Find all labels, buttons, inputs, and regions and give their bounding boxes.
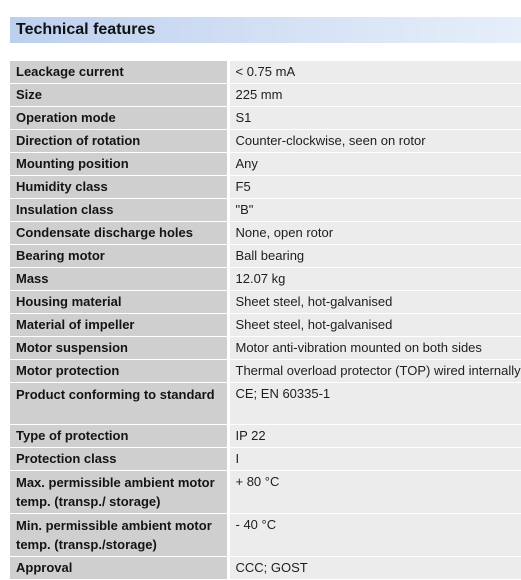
- table-row: [10, 291, 521, 314]
- table-row: [10, 514, 521, 557]
- spec-label: Insulation class: [10, 199, 228, 222]
- table-row: [10, 153, 521, 176]
- table-row: [10, 130, 521, 153]
- spec-value: Counter-clockwise, seen on rotor: [228, 130, 521, 153]
- spec-label: Type of protection: [10, 425, 228, 448]
- spec-value: Sheet steel, hot-galvanised: [228, 314, 521, 337]
- spec-label: Motor protection: [10, 360, 228, 383]
- spec-value: 225 mm: [228, 84, 521, 107]
- spec-label: Protection class: [10, 448, 228, 471]
- spec-label: Bearing motor: [10, 245, 228, 268]
- spec-value: None, open rotor: [228, 222, 521, 245]
- table-row: [10, 245, 521, 268]
- spec-label: Humidity class: [10, 176, 228, 199]
- technical-features-table: [10, 60, 521, 580]
- table-row: [10, 448, 521, 471]
- table-row: [10, 360, 521, 383]
- spec-label: Direction of rotation: [10, 130, 228, 153]
- table-row: [10, 61, 521, 84]
- spec-value: Any: [228, 153, 521, 176]
- spec-value: Motor anti-vibration mounted on both sides: [228, 337, 521, 360]
- spec-value: Thermal overload protector (TOP) wired internally: [228, 360, 521, 383]
- spec-value: + 80 °C: [228, 471, 521, 514]
- spec-value: F5: [228, 176, 521, 199]
- spec-value: S1: [228, 107, 521, 130]
- spec-label: Approval: [10, 557, 228, 580]
- spec-value: "B": [228, 199, 521, 222]
- spec-value: IP 22: [228, 425, 521, 448]
- spec-label: Housing material: [10, 291, 228, 314]
- table-row: [10, 471, 521, 514]
- table-row: [10, 337, 521, 360]
- table-row: [10, 425, 521, 448]
- spec-label: Material of impeller: [10, 314, 228, 337]
- section-title: Technical features: [16, 21, 156, 38]
- table-row: [10, 383, 521, 425]
- spec-value: Ball bearing: [228, 245, 521, 268]
- spec-value: < 0.75 mA: [228, 61, 521, 84]
- spec-value: - 40 °C: [228, 514, 521, 557]
- spec-value: Sheet steel, hot-galvanised: [228, 291, 521, 314]
- table-row: [10, 222, 521, 245]
- spec-label: Condensate discharge holes: [10, 222, 228, 245]
- spec-label: Operation mode: [10, 107, 228, 130]
- spec-label: Motor suspension: [10, 337, 228, 360]
- spec-label: Product conforming to standard: [10, 383, 228, 425]
- spec-value: CCC; GOST: [228, 557, 521, 580]
- spec-value: I: [228, 448, 521, 471]
- spec-value: CE; EN 60335-1: [228, 383, 521, 425]
- section-header: [10, 17, 521, 43]
- table-row: [10, 557, 521, 580]
- table-row: [10, 176, 521, 199]
- spec-label: Leackage current: [10, 61, 228, 84]
- spec-label: Mounting position: [10, 153, 228, 176]
- table-row: [10, 107, 521, 130]
- spec-label: Min. permissible ambient motor temp. (transp./storage): [10, 514, 228, 557]
- spec-label: Size: [10, 84, 228, 107]
- table-row: [10, 84, 521, 107]
- table-row: [10, 199, 521, 222]
- spec-value: 12.07 kg: [228, 268, 521, 291]
- table-row: [10, 314, 521, 337]
- spec-label: Mass: [10, 268, 228, 291]
- table-row: [10, 268, 521, 291]
- spec-label: Max. permissible ambient motor temp. (transp./ storage): [10, 471, 228, 514]
